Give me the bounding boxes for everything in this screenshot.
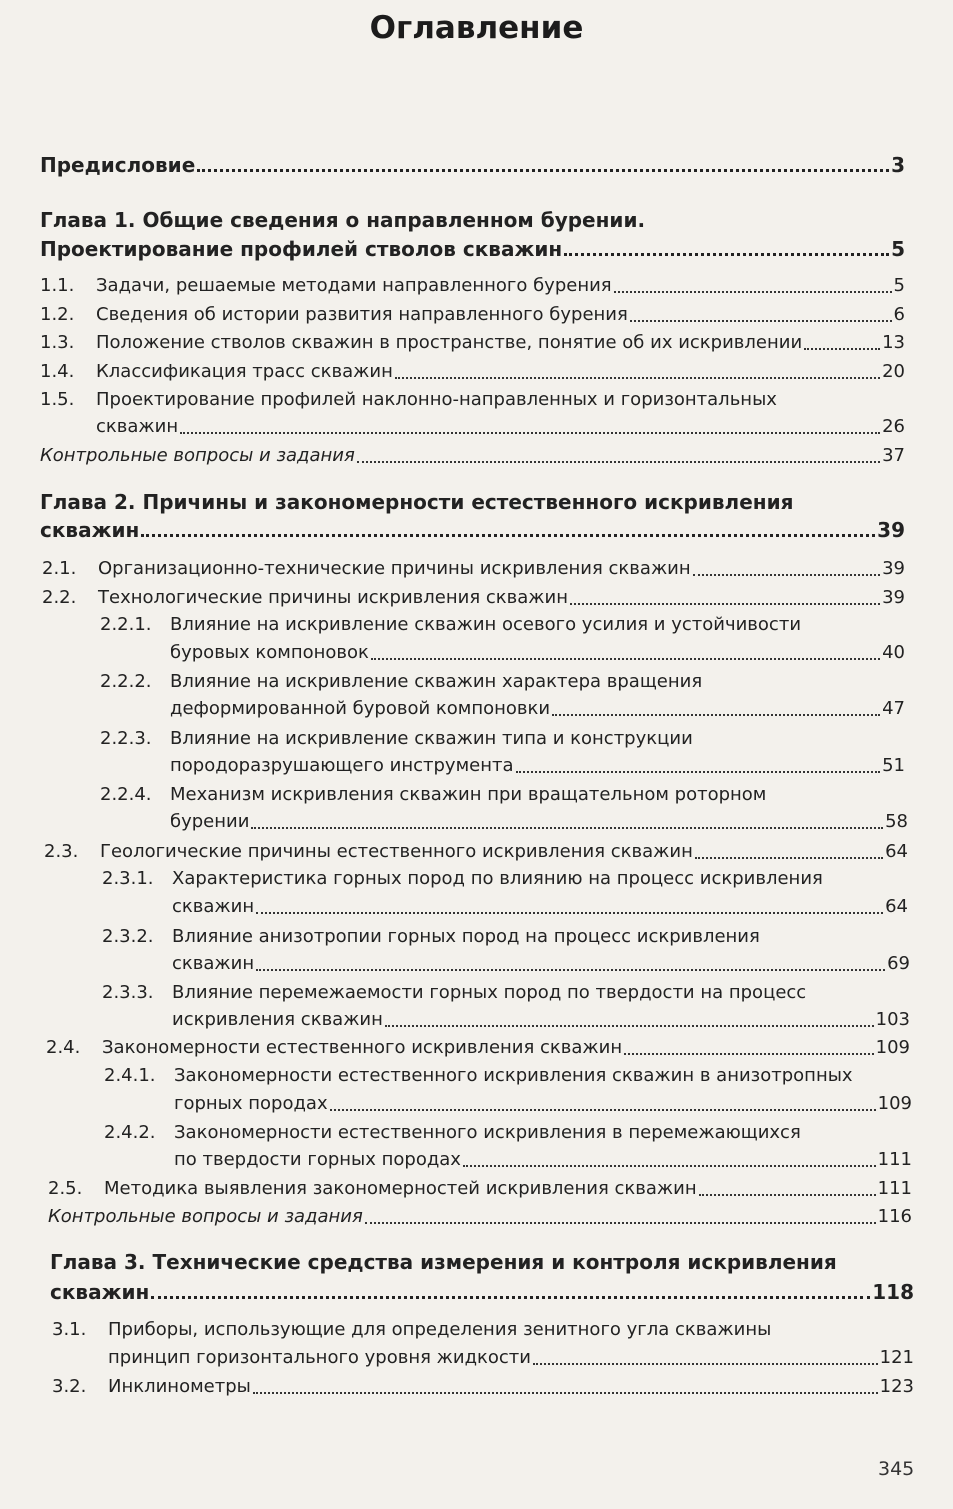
toc-entry-title: Влияние анизотропии горных пород на процесс искривления bbox=[172, 926, 760, 947]
dot-leader bbox=[256, 969, 885, 971]
toc-entry-page: 69 bbox=[887, 953, 910, 974]
toc-entry-title: скважин bbox=[172, 896, 255, 917]
toc-entry[interactable] bbox=[174, 1092, 912, 1116]
toc-entry-page: 39 bbox=[882, 587, 905, 608]
dot-leader bbox=[552, 714, 880, 716]
toc-entry[interactable] bbox=[100, 840, 908, 864]
chapter-entry[interactable] bbox=[40, 237, 905, 261]
dot-leader bbox=[251, 827, 883, 829]
toc-entry-number: 3.2. bbox=[52, 1376, 87, 1397]
toc-entry-title: скважин bbox=[172, 953, 255, 974]
toc-entry-title: скважин bbox=[40, 518, 140, 542]
toc-entry-number: 1.3. bbox=[40, 332, 75, 353]
dot-leader bbox=[614, 291, 892, 293]
page-title: Оглавление bbox=[369, 10, 584, 46]
dot-leader bbox=[570, 603, 880, 605]
toc-entry-number: 1.1. bbox=[40, 275, 75, 296]
page-number: 345 bbox=[878, 1458, 915, 1480]
toc-entry-number: 2.3.2. bbox=[102, 926, 154, 947]
dot-leader bbox=[630, 320, 892, 322]
toc-entry[interactable] bbox=[96, 360, 905, 384]
toc-entry-page: 109 bbox=[875, 1037, 910, 1058]
toc-entry[interactable] bbox=[108, 1346, 914, 1370]
toc-entry-page: 40 bbox=[882, 642, 905, 663]
dot-leader bbox=[357, 461, 880, 463]
toc-entry[interactable] bbox=[174, 1148, 912, 1172]
toc-entry-page: 64 bbox=[885, 841, 908, 862]
toc-entry-number: 2.3.1. bbox=[102, 868, 154, 889]
chapter-heading: Глава 1. Общие сведения о направленном бурении. bbox=[40, 208, 646, 232]
toc-entry-number: 2.1. bbox=[42, 558, 77, 579]
toc-entry-page: 121 bbox=[879, 1347, 914, 1368]
toc-entry-page: 58 bbox=[885, 811, 908, 832]
chapter-entry[interactable] bbox=[40, 518, 905, 542]
toc-entry-page: 6 bbox=[893, 304, 905, 325]
toc-entry-title: деформированной буровой компоновки bbox=[170, 698, 551, 719]
toc-entry-title: Влияние перемежаемости горных пород по твердости на процесс bbox=[172, 982, 807, 1003]
toc-entry-number: 2.2.4. bbox=[100, 784, 152, 805]
toc-entry[interactable] bbox=[108, 1375, 914, 1399]
toc-entry[interactable] bbox=[96, 303, 905, 327]
toc-entry-title: Геологические причины естественного искривления скважин bbox=[100, 841, 693, 862]
toc-entry-title: Влияние на искривление скважин осевого усилия и устойчивости bbox=[170, 614, 802, 635]
dot-leader bbox=[693, 574, 880, 576]
toc-entry-number: 2.2.2. bbox=[100, 671, 152, 692]
dot-leader bbox=[533, 1363, 878, 1365]
toc-entry-title: Проектирование профилей наклонно-направленных и горизонтальных bbox=[96, 389, 777, 410]
toc-entry-title: породоразрушающего инструмента bbox=[170, 755, 514, 776]
toc-entry[interactable] bbox=[96, 415, 905, 439]
dot-leader bbox=[695, 857, 883, 859]
dot-leader bbox=[330, 1109, 876, 1111]
toc-entry[interactable] bbox=[172, 895, 908, 919]
dot-leader bbox=[385, 1025, 874, 1027]
toc-entry-number: 2.3. bbox=[44, 841, 79, 862]
dot-leader bbox=[804, 348, 880, 350]
toc-entry-title: Закономерности естественного искривления скважин в анизотропных bbox=[174, 1065, 853, 1086]
toc-entry-page: 116 bbox=[877, 1206, 912, 1227]
toc-entry-title: Контрольные вопросы и задания bbox=[48, 1206, 363, 1227]
toc-entry-title: по твердости горных породах bbox=[174, 1149, 461, 1170]
toc-entry-page: 13 bbox=[882, 332, 905, 353]
toc-entry-title: буровых компоновок bbox=[170, 642, 369, 663]
toc-entry-number: 1.5. bbox=[40, 389, 75, 410]
toc-entry-title: скважин bbox=[50, 1280, 150, 1304]
dot-leader bbox=[197, 169, 889, 172]
toc-entry-page: 3 bbox=[891, 153, 905, 177]
toc-entry-page: 26 bbox=[882, 416, 905, 437]
toc-entry-number: 2.3.3. bbox=[102, 982, 154, 1003]
chapter-entry[interactable] bbox=[50, 1280, 914, 1304]
dot-leader bbox=[365, 1222, 876, 1224]
toc-entry-page: 5 bbox=[891, 237, 905, 261]
toc-entry-number: 2.5. bbox=[48, 1178, 83, 1199]
toc-entry-number: 2.2.3. bbox=[100, 728, 152, 749]
toc-entry-page: 109 bbox=[877, 1093, 912, 1114]
toc-entry-title: Приборы, использующие для определения зенитного угла скважины bbox=[108, 1319, 772, 1340]
dot-leader bbox=[141, 534, 875, 537]
toc-entry[interactable] bbox=[96, 331, 905, 355]
toc-entry-title: Проектирование профилей стволов скважин bbox=[40, 237, 563, 261]
dot-leader bbox=[395, 377, 880, 379]
toc-entry[interactable] bbox=[172, 1008, 910, 1032]
toc-entry-title: бурении bbox=[170, 811, 250, 832]
toc-entry-title: Механизм искривления скважин при вращательном роторном bbox=[170, 784, 767, 805]
toc-entry[interactable] bbox=[170, 810, 908, 834]
chapter-heading: Глава 3. Технические средства измерения и контроля искривления bbox=[50, 1250, 837, 1274]
toc-entry-number: 1.2. bbox=[40, 304, 75, 325]
toc-entry-page: 37 bbox=[882, 445, 905, 466]
toc-entry-page: 111 bbox=[877, 1149, 912, 1170]
toc-entry-page: 20 bbox=[882, 361, 905, 382]
toc-entry-number: 2.4.1. bbox=[104, 1065, 156, 1086]
toc-entry-title: Сведения об истории развития направленного бурения bbox=[96, 304, 628, 325]
toc-entry-title: Влияние на искривление скважин типа и конструкции bbox=[170, 728, 693, 749]
toc-entry[interactable] bbox=[98, 557, 905, 581]
toc-entry-title: Положение стволов скважин в пространстве, понятие об их искривлении bbox=[96, 332, 803, 353]
toc-entry-page: 39 bbox=[882, 558, 905, 579]
toc-entry-title: Инклинометры bbox=[108, 1376, 251, 1397]
toc-entry-title: Влияние на искривление скважин характера вращения bbox=[170, 671, 703, 692]
toc-entry-title: горных породах bbox=[174, 1093, 328, 1114]
toc-entry-page: 47 bbox=[882, 698, 905, 719]
toc-entry-page: 51 bbox=[882, 755, 905, 776]
toc-entry-title: Характеристика горных пород по влиянию на процесс искривления bbox=[172, 868, 823, 889]
toc-entry-number: 2.4. bbox=[46, 1037, 81, 1058]
dot-leader bbox=[624, 1053, 874, 1055]
dot-leader bbox=[151, 1296, 870, 1299]
dot-leader bbox=[516, 771, 881, 773]
toc-entry[interactable] bbox=[48, 1205, 912, 1229]
toc-entry-page: 123 bbox=[879, 1376, 914, 1397]
toc-entry-title: Технологические причины искривления скважин bbox=[98, 587, 568, 608]
toc-entry-number: 2.4.2. bbox=[104, 1122, 156, 1143]
chapter-entry[interactable] bbox=[40, 153, 905, 177]
toc-entry-title: Контрольные вопросы и задания bbox=[40, 445, 355, 466]
dot-leader bbox=[256, 912, 883, 914]
toc-entry-page: 111 bbox=[877, 1178, 912, 1199]
toc-entry-title: Классификация трасс скважин bbox=[96, 361, 393, 382]
toc-entry[interactable] bbox=[40, 444, 905, 468]
toc-entry-title: Предисловие bbox=[40, 153, 196, 177]
dot-leader bbox=[371, 658, 880, 660]
toc-entry-number: 2.2. bbox=[42, 587, 77, 608]
toc-entry[interactable] bbox=[102, 1036, 910, 1060]
toc-entry-page: 5 bbox=[893, 275, 905, 296]
toc-entry[interactable] bbox=[170, 754, 905, 778]
toc-entry-title: Задачи, решаемые методами направленного бурения bbox=[96, 275, 612, 296]
toc-entry[interactable] bbox=[172, 952, 910, 976]
toc-entry-page: 39 bbox=[877, 518, 905, 542]
toc-entry-title: Закономерности естественного искривления в перемежающихся bbox=[174, 1122, 801, 1143]
toc-entry[interactable] bbox=[170, 697, 905, 721]
toc-entry-title: Организационно-технические причины искривления скважин bbox=[98, 558, 691, 579]
toc-entry-page: 103 bbox=[875, 1009, 910, 1030]
dot-leader bbox=[253, 1392, 878, 1394]
toc-entry-title: Методика выявления закономерностей искривления скважин bbox=[104, 1178, 697, 1199]
dot-leader bbox=[564, 253, 889, 256]
toc-entry-page: 118 bbox=[872, 1280, 914, 1304]
toc-entry[interactable] bbox=[170, 641, 905, 665]
toc-entry[interactable] bbox=[98, 586, 905, 610]
toc-entry-number: 2.2.1. bbox=[100, 614, 152, 635]
dot-leader bbox=[180, 432, 880, 434]
toc-entry-number: 3.1. bbox=[52, 1319, 87, 1340]
toc-entry[interactable] bbox=[96, 274, 905, 298]
toc-entry-title: искривления скважин bbox=[172, 1009, 383, 1030]
toc-entry-title: Закономерности естественного искривления скважин bbox=[102, 1037, 623, 1058]
toc-entry-number: 1.4. bbox=[40, 361, 75, 382]
toc-entry-page: 64 bbox=[885, 896, 908, 917]
toc-entry-title: скважин bbox=[96, 416, 179, 437]
toc-entry[interactable] bbox=[104, 1177, 912, 1201]
dot-leader bbox=[463, 1165, 876, 1167]
chapter-heading: Глава 2. Причины и закономерности естественного искривления bbox=[40, 490, 794, 514]
toc-entry-title: принцип горизонтального уровня жидкости bbox=[108, 1347, 531, 1368]
dot-leader bbox=[699, 1194, 876, 1196]
